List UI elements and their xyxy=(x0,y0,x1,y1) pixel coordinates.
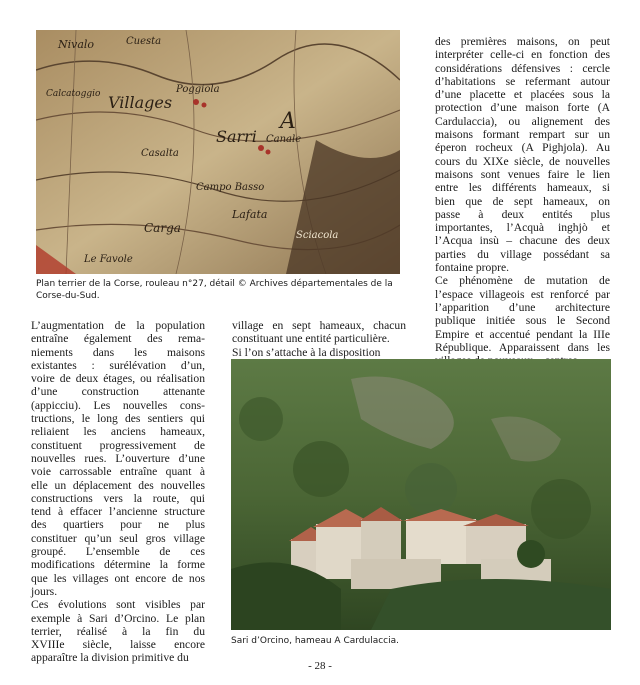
text-line: L’augmentation de la population xyxy=(31,319,205,332)
text-line: constituer qu’un seul gros village xyxy=(31,531,205,545)
text-line: voie carrossable entraîne quant à xyxy=(31,465,205,479)
text-line: entre les différents hameaux, si xyxy=(435,181,610,195)
text-line: des premières maisons, on peut xyxy=(435,35,610,48)
text-line: Ce phénomène de mutation de xyxy=(435,274,610,288)
text-line: exemple à Sari d’Orcino. Le plan xyxy=(31,611,205,625)
map-label: Poggiola xyxy=(176,84,220,95)
text-line: interpréter celle-ci en fonction des xyxy=(435,48,610,62)
map-label: Sarri xyxy=(216,127,257,146)
text-line: modifications détermine la forme xyxy=(31,558,205,572)
text-line: elle un déplacement des nouvelles xyxy=(31,478,205,492)
text-line: constituant une entité particulière. xyxy=(232,332,390,346)
map-illustration xyxy=(36,30,400,274)
map-label: Sciacola xyxy=(296,230,339,241)
text-line: des quartiers pour ne plus xyxy=(31,518,205,532)
map-figure xyxy=(36,30,400,274)
text-line: constituent progressivement de xyxy=(31,438,205,452)
text-line: d’une placette et placées sous la xyxy=(435,88,610,102)
village-photo xyxy=(231,359,611,630)
text-line: tructions, le long des sentiers qui xyxy=(31,412,205,426)
text-line: jours. xyxy=(31,584,58,598)
text-line: apparaître la division primitive du xyxy=(31,651,189,665)
svg-text:A: A xyxy=(280,109,296,134)
text-line: d’une construction attenante xyxy=(31,385,205,399)
text-line: d’habitations se refermant autour xyxy=(435,74,610,88)
text-line: maisons formant rempart sur un xyxy=(435,128,610,142)
text-line: publique initiée sous le Second xyxy=(435,314,610,328)
text-line: (appicciu). Les nouvelles cons- xyxy=(31,398,205,412)
text-line: cours du XIXe siècle, de nouvelles xyxy=(435,154,610,168)
text-line: l’Acqua insù – chacune des deux xyxy=(435,234,610,248)
village-photo-illustration xyxy=(231,359,611,630)
text-line: importantes, l’Acquà inghjò et xyxy=(435,221,610,235)
page-number: - 28 - xyxy=(308,660,332,672)
text-column-right xyxy=(435,35,610,367)
text-line: reliaient les anciens hameaux, xyxy=(31,425,205,439)
text-line: Cardulaccia), ou alignement des xyxy=(435,114,610,128)
text-column-middle xyxy=(232,319,406,359)
text-line: considérations défensives : cercle xyxy=(435,61,610,75)
map-label: Cuesta xyxy=(126,36,162,47)
text-line: parties du village possédant sa xyxy=(435,247,610,261)
map-label: Le Favole xyxy=(84,254,133,265)
text-line: éperon rocheux (A Pighjola). Au xyxy=(435,141,610,155)
text-line: Ces évolutions sont visibles par xyxy=(31,598,205,612)
text-line: constructions vers la route, qui xyxy=(31,491,205,505)
text-line: entraîne également des rema- xyxy=(31,332,205,346)
map-label: Canale xyxy=(266,134,302,145)
text-line: bien que de sept hameaux, on xyxy=(435,194,610,208)
map-label: Campo Basso xyxy=(196,182,265,193)
text-line: tend à effacer l’ancienne structure xyxy=(31,505,205,519)
text-line: existantes : surélévation d’un, xyxy=(31,358,205,372)
text-line: nouvelles rues. L’ouverture d’une xyxy=(31,451,205,465)
map-label: Calcatoggio xyxy=(46,89,101,99)
map-label: Lafata xyxy=(232,208,268,221)
text-line: passe à deux entités plus xyxy=(435,207,610,221)
text-line: niements dans les maisons xyxy=(31,345,205,359)
text-line: l’espace villageois est renforcé par xyxy=(435,287,610,301)
text-line: que les villages ont encore de nos xyxy=(31,571,205,585)
map-label: Villages xyxy=(108,93,173,112)
text-line: XVIIIe siècle, laisse encore xyxy=(31,638,205,652)
map-label: Nivalo xyxy=(58,38,95,51)
text-line: Si l’on s’attache à la disposition xyxy=(232,345,381,359)
map-label: Carga xyxy=(144,221,181,235)
text-line: groupé. L’ensemble de ces xyxy=(31,545,205,559)
map-caption: Plan terrier de la Corse, rouleau n°27, détail © Archives départementales de la Corse-du-Sud. xyxy=(36,279,393,301)
text-line: Empire et accentué pendant la IIIe xyxy=(435,327,610,341)
text-line: protection d’une maison forte (A xyxy=(435,101,610,115)
text-line: terrier, réalisé à la fin du xyxy=(31,624,205,638)
text-line: village en sept hameaux, chacun xyxy=(232,319,406,332)
text-line: République. Apparaissent dans les xyxy=(435,340,610,354)
text-line: maisons sont venues faire le lien xyxy=(435,167,610,181)
text-line: fontaine propre. xyxy=(435,261,510,275)
text-line: voire de deux étages, ou réalisation xyxy=(31,372,205,386)
photo-caption: Sari d’Orcino, hameau A Cardulaccia. xyxy=(231,636,399,646)
text-line: l’apparition d’une architecture xyxy=(435,300,610,314)
text-column-left xyxy=(31,319,205,665)
map-label: Casalta xyxy=(141,148,179,159)
